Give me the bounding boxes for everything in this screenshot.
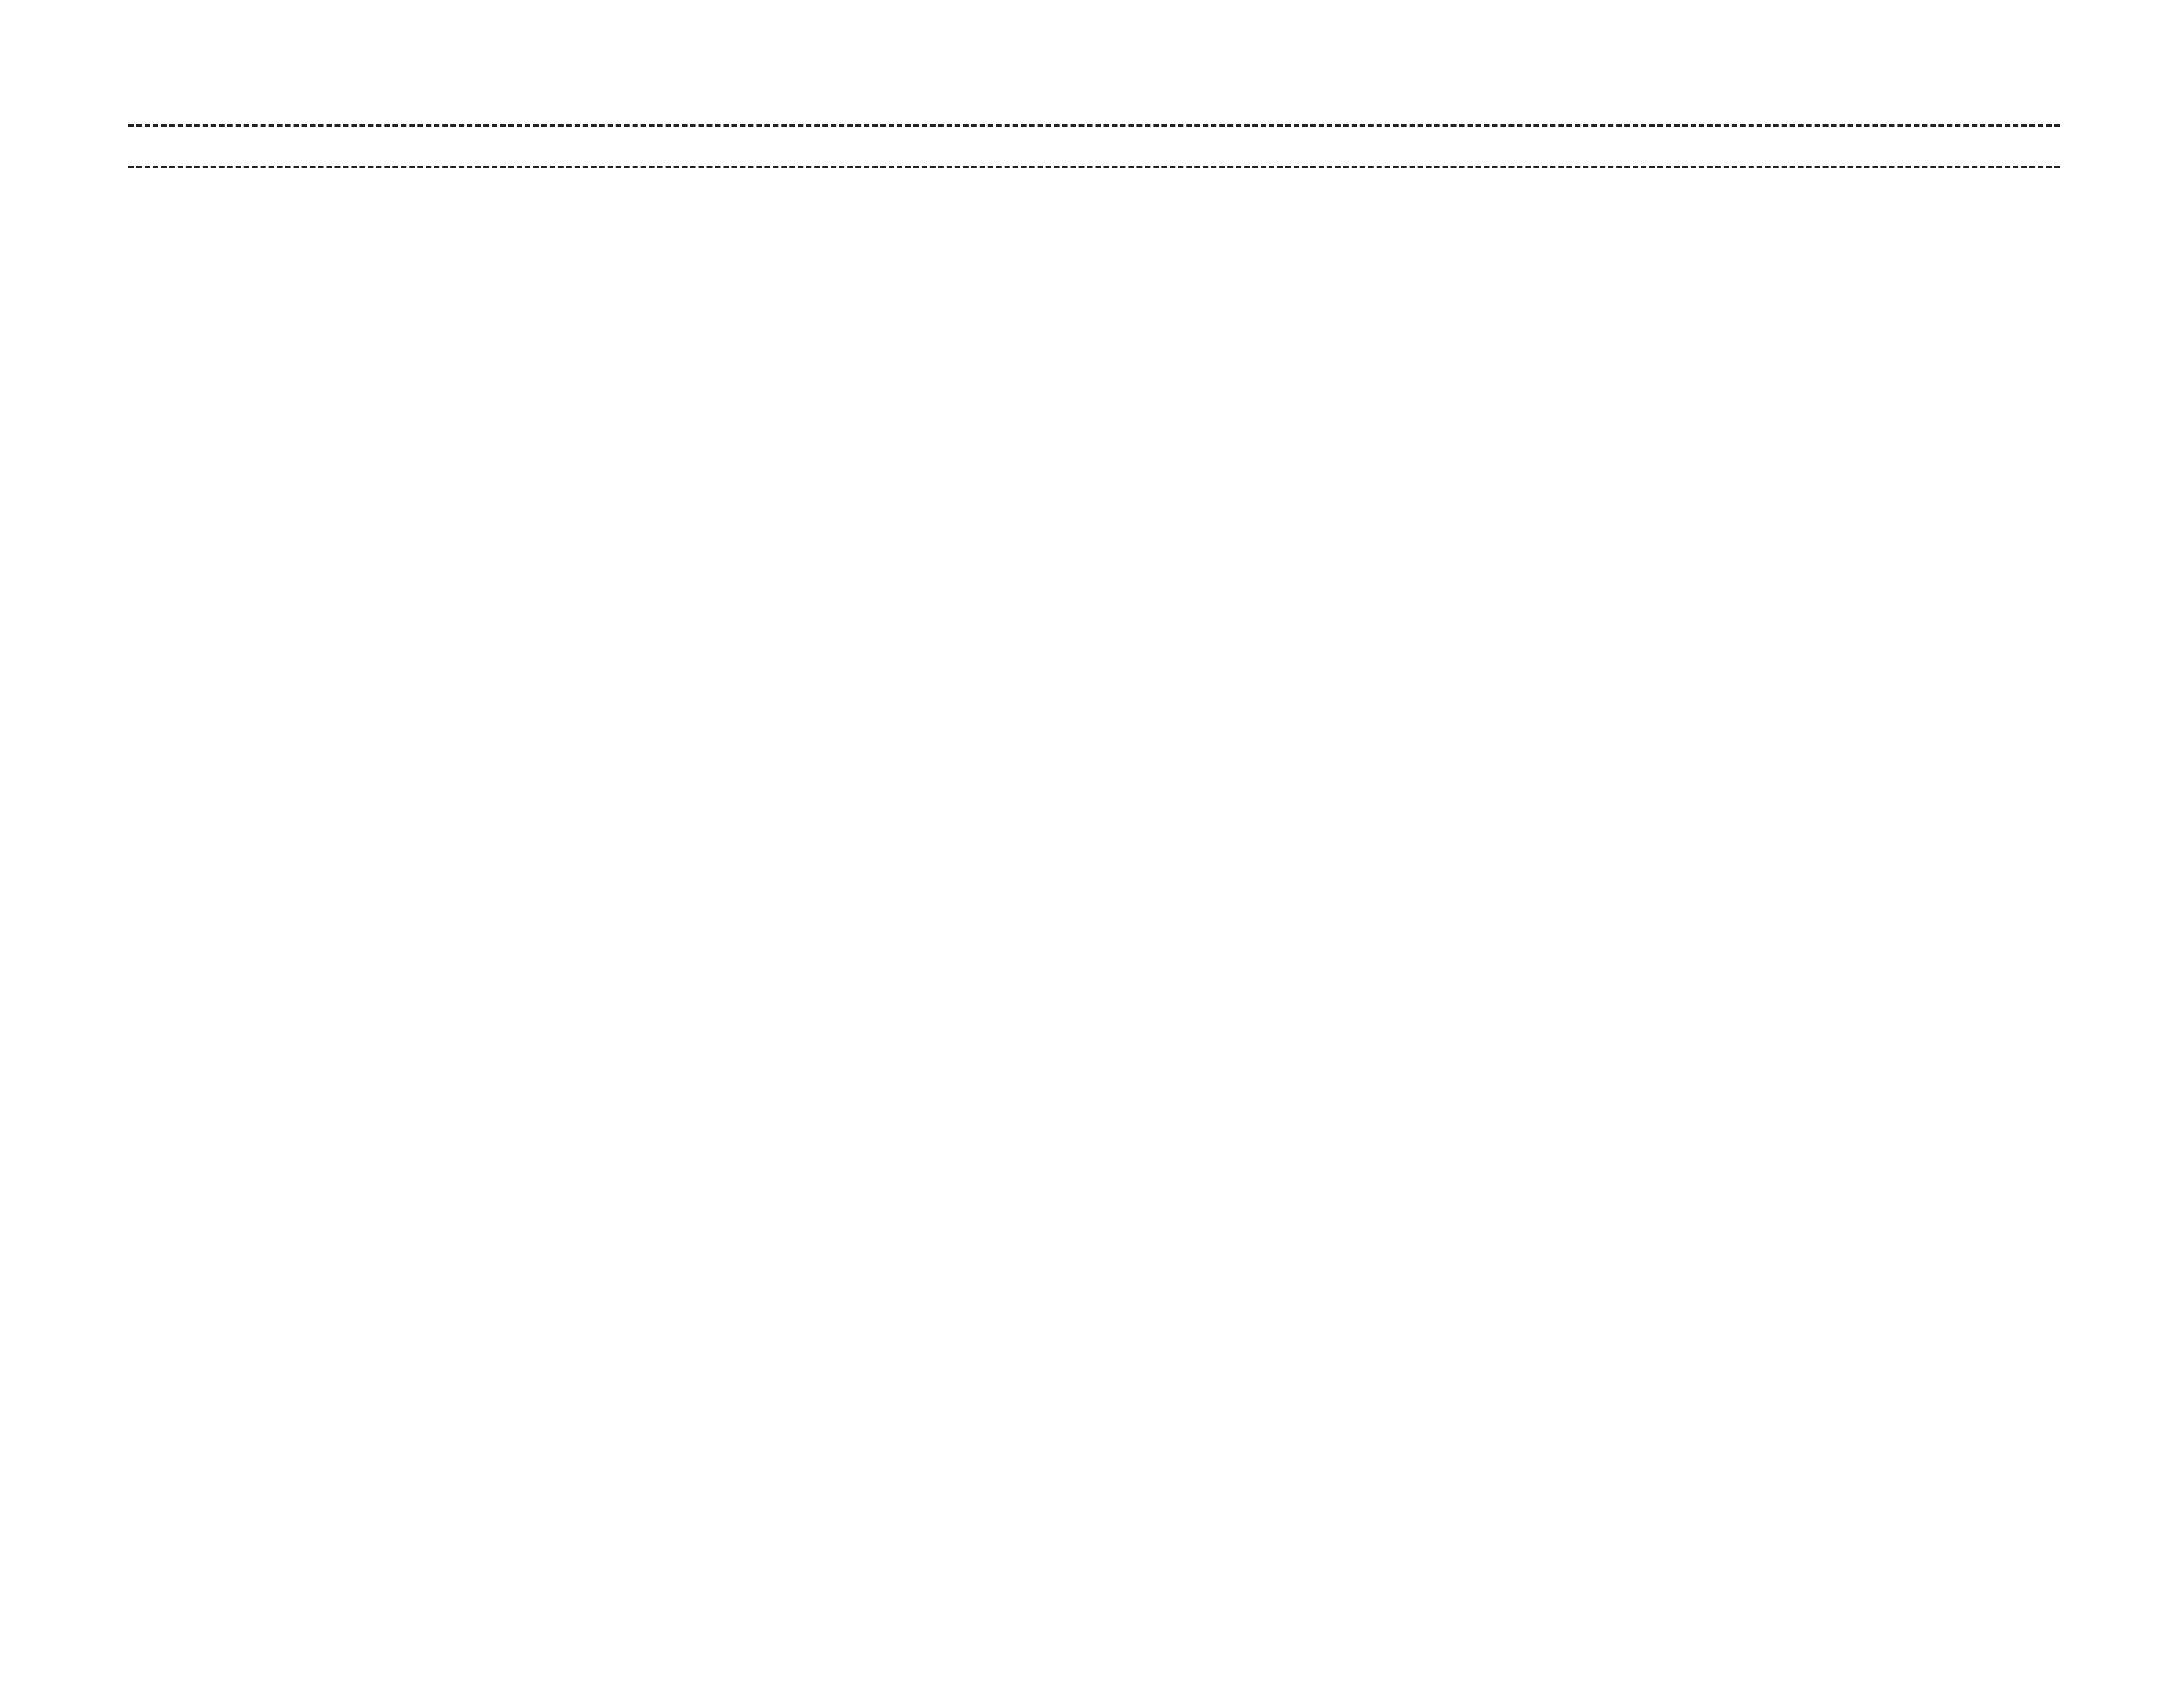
header-rule-top — [128, 124, 2060, 127]
header-rule-bottom — [128, 166, 2060, 168]
